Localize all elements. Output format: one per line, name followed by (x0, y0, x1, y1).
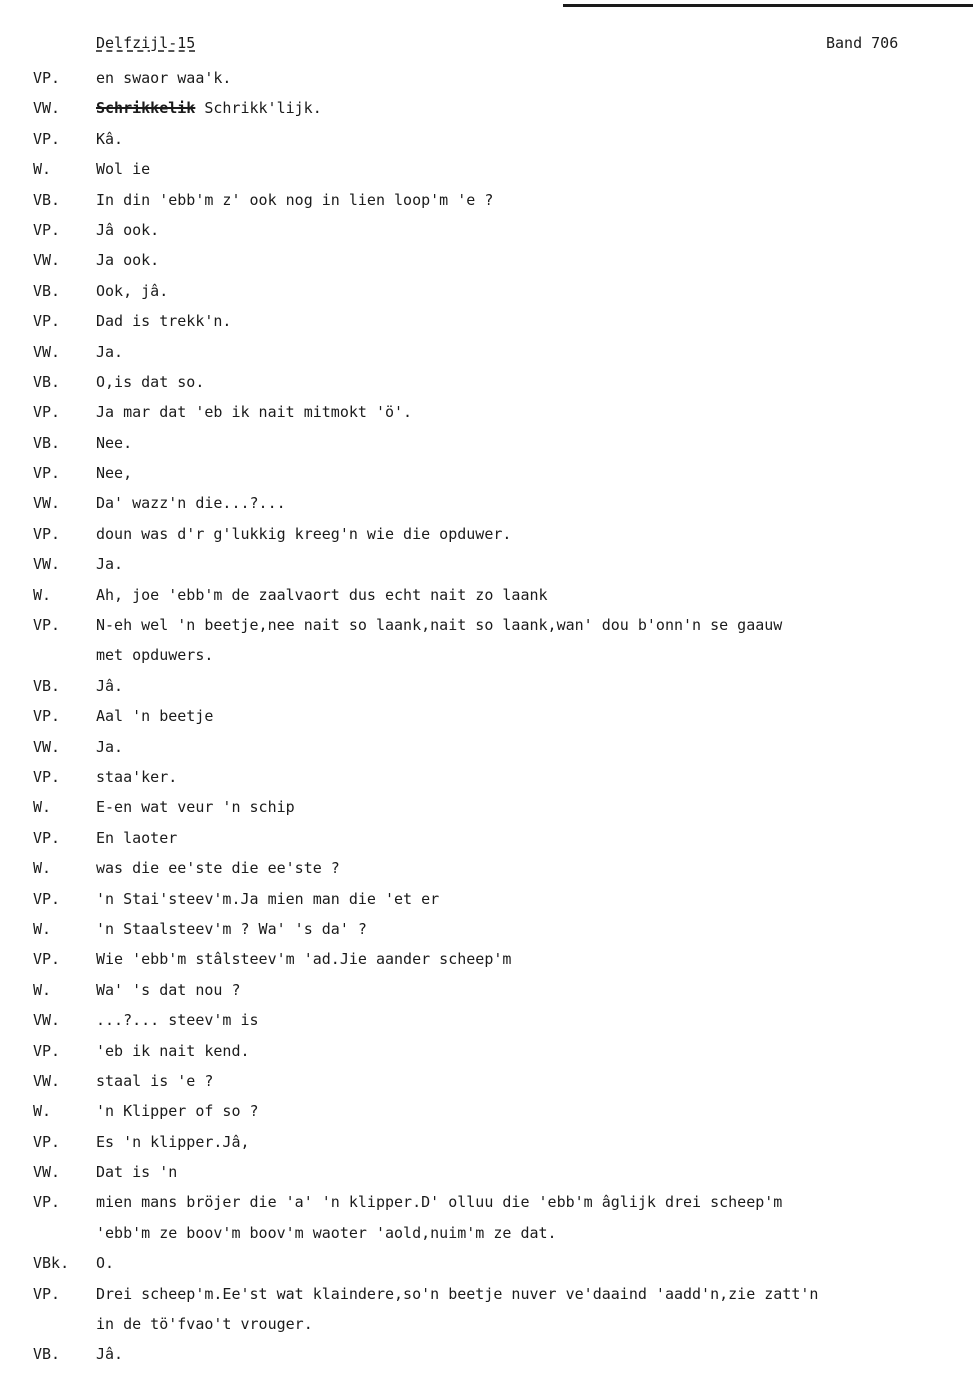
speaker-label: VP. (33, 129, 61, 148)
speaker-label: VP. (33, 220, 61, 239)
transcript-line (0, 519, 973, 549)
transcript-line (0, 93, 973, 123)
utterance-content: Wol ie (96, 160, 151, 179)
speaker-label: VP. (33, 403, 61, 422)
utterance-text (96, 853, 340, 883)
transcript-line (0, 428, 973, 458)
speaker-label: VP. (33, 950, 61, 969)
utterance-content: Wie 'ebb'm stâlsteev'm 'ad.Jie aander scheep'm (96, 950, 512, 969)
utterance-content: 'n Klipper of so ? (96, 1102, 259, 1121)
speaker-label: VB. (33, 190, 61, 209)
speaker-label: VP. (33, 69, 61, 87)
transcript-line (0, 640, 973, 670)
utterance-text (96, 306, 231, 336)
utterance-content: Ah, joe 'ebb'm de zaalvaort dus echt nait zo laank (96, 585, 548, 604)
utterance-text (96, 1096, 259, 1126)
utterance-content: in de tö'fvao't vrouger. (96, 1315, 313, 1334)
speaker-label: VP. (33, 1132, 61, 1151)
transcript-line (0, 823, 973, 853)
utterance-text (96, 671, 123, 701)
transcript-line (0, 732, 973, 762)
transcript-line (0, 1096, 973, 1126)
transcript-line (0, 701, 973, 731)
utterance-text (96, 488, 286, 518)
struck-out-text: Schrikkelik (96, 99, 196, 118)
speaker-label: VP. (33, 889, 61, 908)
transcript-line (0, 914, 973, 944)
transcript-line (0, 975, 973, 1005)
speaker-label: VP. (33, 312, 61, 331)
utterance-content: N-eh wel 'n beetje,nee nait so laank,nait so laank,wan' dou b'onn'n se gaauw (96, 616, 783, 635)
utterance-text (96, 884, 439, 914)
utterance-content: Ja mar dat 'eb ik nait mitmokt 'ö'. (96, 403, 413, 422)
utterance-text (96, 914, 367, 944)
utterance-content: Dad is trekk'n. (96, 312, 232, 331)
speaker-label: W. (33, 585, 52, 604)
utterance-text (96, 1127, 250, 1157)
utterance-text (96, 367, 204, 397)
utterance-text (96, 215, 159, 245)
transcript-line (0, 944, 973, 974)
utterance-text (96, 397, 412, 427)
utterance-content: was die ee'ste die ee'ste ? (96, 859, 340, 878)
transcript-line (0, 488, 973, 518)
utterance-content: 'ebb'm ze boov'm boov'm waoter 'aold,nuim'm ze dat. (96, 1223, 557, 1242)
speaker-label: VP. (33, 767, 61, 786)
utterance-text (96, 428, 132, 458)
utterance-text (96, 701, 213, 731)
utterance-text (96, 580, 548, 610)
speaker-label: W. (33, 980, 52, 999)
transcript-line (0, 1127, 973, 1157)
speaker-label: VP. (33, 464, 61, 483)
transcript-line (0, 1187, 973, 1217)
speaker-label: VP. (33, 524, 61, 543)
band-number: Band 706 (826, 34, 899, 52)
utterance-content: Jâ. (96, 1345, 124, 1364)
utterance-content: Ja ook. (96, 251, 160, 270)
transcript-line (0, 276, 973, 306)
speaker-label: W. (33, 859, 52, 878)
speaker-label: VW. (33, 1071, 61, 1090)
utterance-content: Dat is 'n (96, 1163, 178, 1182)
utterance-text (96, 519, 511, 549)
transcript-line (0, 884, 973, 914)
utterance-content: O. (96, 1254, 115, 1273)
transcript-line (0, 1157, 973, 1187)
transcript-line (0, 367, 973, 397)
speaker-label: VP. (33, 1284, 61, 1303)
speaker-label: VW. (33, 1163, 61, 1182)
transcript-line (0, 63, 973, 93)
transcript-line (0, 1036, 973, 1066)
transcript-line (0, 1339, 973, 1369)
speaker-label: VP. (33, 1041, 61, 1060)
transcript-line (0, 458, 973, 488)
utterance-content: met opduwers. (96, 646, 214, 665)
transcript-line (0, 1005, 973, 1035)
top-rule (563, 4, 973, 7)
utterance-text (96, 93, 322, 123)
utterance-text (96, 640, 213, 670)
utterance-content: mien mans bröjer die 'a' 'n klipper.D' olluu die 'ebb'm âglijk drei scheep'm (96, 1193, 783, 1212)
speaker-label: VBk. (33, 1254, 70, 1273)
transcript-line (0, 245, 973, 275)
utterance-content: In din 'ebb'm z' ook nog in lien loop'm 'e ? (96, 190, 494, 209)
utterance-content: staal is 'e ? (96, 1071, 214, 1090)
transcript-line (0, 792, 973, 822)
transcript-line (0, 853, 973, 883)
utterance-content: Ja. (96, 342, 124, 361)
utterance-text (96, 1157, 177, 1187)
transcript-line (0, 610, 973, 640)
utterance-text (96, 610, 782, 640)
speaker-label: VP. (33, 1193, 61, 1212)
transcript-line (0, 337, 973, 367)
speaker-label: W. (33, 798, 52, 817)
utterance-content: Wa' 's dat nou ? (96, 980, 241, 999)
utterance-text (96, 1066, 213, 1096)
utterance-text (96, 1036, 250, 1066)
transcript-line (0, 762, 973, 792)
utterance-text (96, 337, 123, 367)
transcript-line (0, 1248, 973, 1278)
utterance-content: Ja. (96, 555, 124, 574)
speaker-label: VW. (33, 737, 61, 756)
transcript-line (0, 1279, 973, 1309)
speaker-label: VW. (33, 555, 61, 574)
utterance-content: ...?... steev'm is (96, 1011, 259, 1030)
transcript-line (0, 671, 973, 701)
transcript-line (0, 397, 973, 427)
utterance-text (96, 276, 168, 306)
utterance-text (96, 975, 241, 1005)
utterance-text (96, 1279, 818, 1309)
utterance-content: Es 'n klipper.Jâ, (96, 1132, 250, 1151)
speaker-label: VW. (33, 342, 61, 361)
utterance-content: Kâ. (96, 129, 124, 148)
transcript-line (0, 306, 973, 336)
utterance-content: Da' wazz'n die...?... (96, 494, 286, 513)
transcript-line (0, 549, 973, 579)
utterance-content: Schrikk'lijk. (204, 99, 322, 118)
utterance-text (96, 1339, 123, 1369)
utterance-text (96, 823, 177, 853)
transcript-line (0, 1066, 973, 1096)
speaker-label: VP. (33, 707, 61, 726)
utterance-text (96, 732, 123, 762)
utterance-text (96, 1187, 782, 1217)
utterance-text (96, 154, 150, 184)
transcript-line (0, 185, 973, 215)
transcript-line (0, 1218, 973, 1248)
utterance-text (96, 1218, 557, 1248)
speaker-label: VW. (33, 251, 61, 270)
speaker-label: VB. (33, 372, 61, 391)
utterance-content: E-en wat veur 'n schip (96, 798, 295, 817)
speaker-label: VP. (33, 828, 61, 847)
utterance-content: doun was d'r g'lukkig kreeg'n wie die opduwer. (96, 524, 512, 543)
page-header (0, 34, 973, 58)
speaker-label: VB. (33, 433, 61, 452)
utterance-content: Jâ ook. (96, 220, 160, 239)
transcript-line (0, 124, 973, 154)
speaker-label: VW. (33, 494, 61, 513)
utterance-content: 'n Stai'steev'm.Ja mien man die 'et er (96, 889, 440, 908)
utterance-text (96, 63, 231, 93)
speaker-label: VB. (33, 281, 61, 300)
utterance-content: 'n Staalsteev'm ? Wa' 's da' ? (96, 919, 367, 938)
transcript-line (0, 580, 973, 610)
utterance-text (96, 1309, 313, 1339)
utterance-content: Jâ. (96, 676, 124, 695)
utterance-content: Aal 'n beetje (96, 707, 214, 726)
utterance-text (96, 944, 511, 974)
utterance-text (96, 458, 132, 488)
transcript-line (0, 154, 973, 184)
speaker-label: VW. (33, 99, 61, 118)
speaker-label: W. (33, 160, 52, 179)
utterance-text (96, 549, 123, 579)
utterance-content: Nee, (96, 464, 133, 483)
utterance-text (96, 792, 295, 822)
utterance-content: Drei scheep'm.Ee'st wat klaindere,so'n beetje nuver ve'daaind 'aadd'n,zie zatt'n (96, 1284, 819, 1303)
utterance-content: 'eb ik nait kend. (96, 1041, 250, 1060)
transcript-line (0, 215, 973, 245)
utterance-content: O,is dat so. (96, 372, 205, 391)
utterance-content: Ja. (96, 737, 124, 756)
transcript-line (0, 1309, 973, 1339)
utterance-content: Nee. (96, 433, 133, 452)
speaker-label: VB. (33, 676, 61, 695)
utterance-content: en swaor waa'k. (96, 69, 232, 87)
utterance-text (96, 124, 123, 154)
utterance-content: Ook, jâ. (96, 281, 169, 300)
document-id: Delfzijl-15 (96, 34, 196, 52)
utterance-text (96, 1005, 259, 1035)
utterance-text (96, 245, 159, 275)
utterance-content: En laoter (96, 828, 178, 847)
speaker-label: W. (33, 919, 52, 938)
speaker-label: W. (33, 1102, 52, 1121)
transcript-body (0, 63, 973, 1370)
utterance-content: staa'ker. (96, 767, 178, 786)
utterance-text (96, 185, 493, 215)
speaker-label: VB. (33, 1345, 61, 1364)
speaker-label: VP. (33, 616, 61, 635)
utterance-text (96, 762, 177, 792)
speaker-label: VW. (33, 1011, 61, 1030)
utterance-text (96, 1248, 114, 1278)
